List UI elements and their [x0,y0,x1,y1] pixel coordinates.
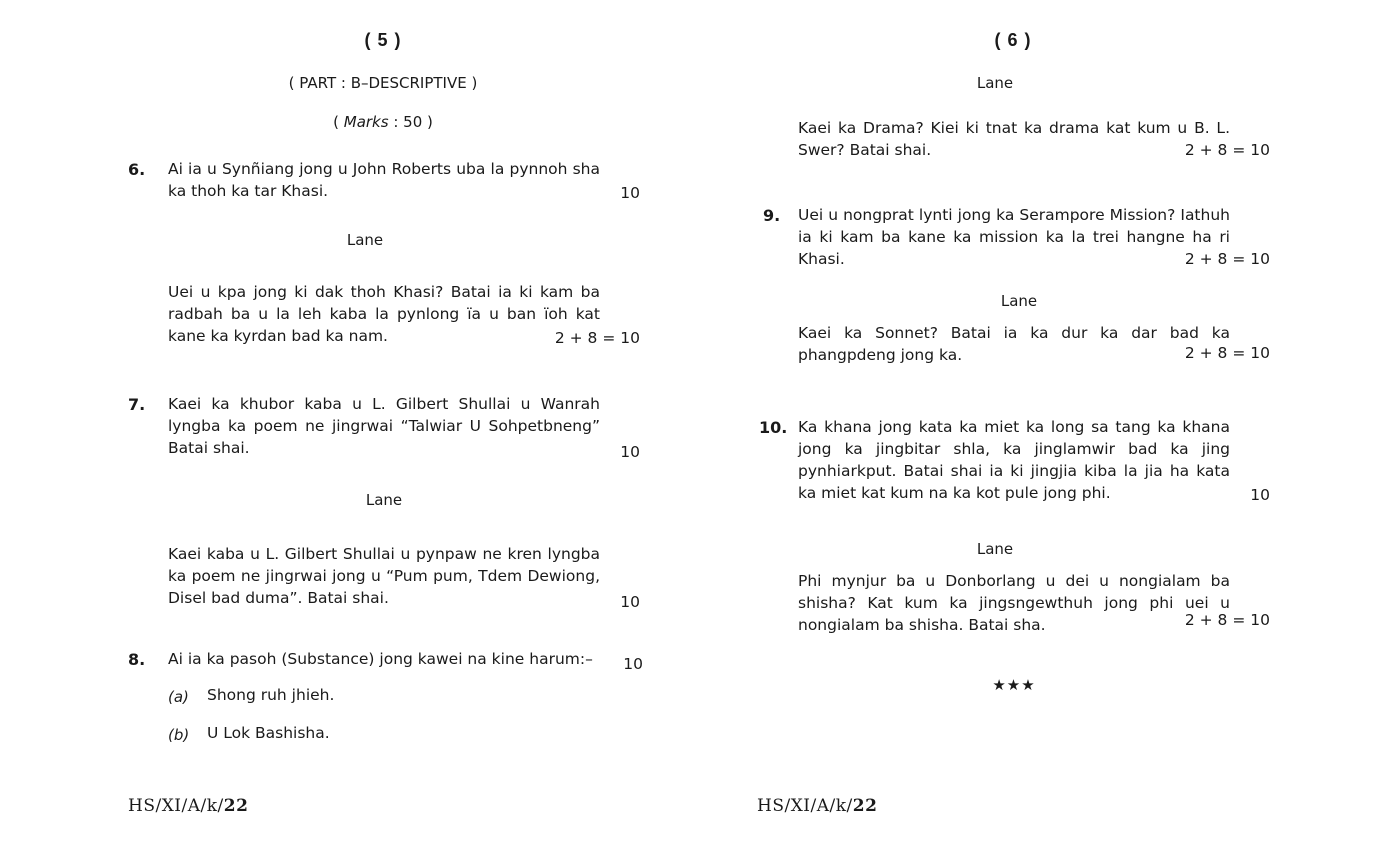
question-marks: 10 [620,184,640,202]
page-number: ( 6 ) [994,30,1032,50]
alternative-question-text: Uei u kpa jong ki dak thoh Khasi? Batai ia ki kam ba radbah ba u la leh kaba la pynlong ïa u ban ïoh kat kane ka kyrdan bad ka nam. [168,283,600,345]
alternative-question-marks: 10 [620,593,640,611]
marks-prefix: ( [333,113,344,131]
page-footer-code [757,796,877,816]
alternative-question-marks: 2 + 8 = 10 [1184,344,1270,362]
or-label: Lane [346,231,384,249]
or-label: Lane [976,74,1014,92]
question-number: 10. [759,418,788,437]
question-text: Ai ia ka pasoh (Substance) jong kawei na kine harum:– [168,650,593,668]
marks-suffix: : 50 ) [388,113,433,131]
question-marks: 10 [1250,486,1270,504]
alternative-question-text: Phi mynjur ba u Donborlang u dei u nongialam ba shisha? Kat kum ka jingsngewthuh jong phi uei u nongialam ba shisha. Batai sha. [798,572,1230,634]
question-marks: 10 [620,443,640,461]
right-page [700,0,1400,850]
question-number: 6. [128,160,146,179]
alternative-question-text: Kaei ka Drama? Kiei ki tnat ka drama kat kum u B. L. Swer? Batai shai. [798,119,1230,159]
footer-prefix: HS/XI/A/k/ [757,796,853,816]
alternative-question-marks: 2 + 8 = 10 [1184,141,1270,159]
option-label: (b) [168,726,190,744]
marks-word: Marks [343,113,389,131]
footer-year: 22 [223,796,249,816]
page-footer-code [128,796,248,816]
question-number: 9. [763,206,781,225]
footer-prefix: HS/XI/A/k/ [128,796,224,816]
question-text: Kaei ka khubor kaba u L. Gilbert Shullai u Wanrah lyngba ka poem ne jingrwai “Talwiar U Sohpetbneng” Batai shai. [168,395,600,457]
question-number: 7. [128,395,146,414]
part-heading: ( PART : B–DESCRIPTIVE ) [288,74,478,92]
page-number: ( 5 ) [364,30,402,50]
question-text: Ka khana jong kata ka miet ka long sa tang ka khana jong ka jingbitar shla, ka jinglamwir bad ka jing pynhiarkput. Batai shai ia ki jingjia kiba la jia ha kata ka miet kat kum na ka kot pule jong phi. [798,418,1230,502]
end-of-paper-stars: ★★★ [992,676,1036,694]
option-text: U Lok Bashisha. [207,724,330,742]
or-label: Lane [365,491,403,509]
or-label: Lane [976,540,1014,558]
question-number: 8. [128,650,146,669]
question-marks: 2 + 8 = 10 [1184,250,1270,268]
or-label: Lane [1000,292,1038,310]
question-marks: 10 [623,655,643,673]
question-text: Uei u nongprat lynti jong ka Serampore Mission? Iathuh ia ki kam ba kane ka mission ka la trei hangne ha ri Khasi. [798,206,1230,268]
footer-year: 22 [852,796,878,816]
alternative-question-marks: 2 + 8 = 10 [1184,611,1270,629]
alternative-question-marks: 2 + 8 = 10 [554,329,640,347]
alternative-question-text: Kaei kaba u L. Gilbert Shullai u pynpaw ne kren lyngba ka poem ne jingrwai jong u “Pum pum, Tdem Dewiong, Disel bad duma”. Batai shai. [168,545,600,607]
option-label: (a) [168,688,189,706]
option-text: Shong ruh jhieh. [207,686,335,704]
total-marks [283,113,483,131]
question-text: Ai ia u Synñiang jong u John Roberts uba la pynnoh sha ka thoh ka tar Khasi. [168,160,600,200]
alternative-question-text: Kaei ka Sonnet? Batai ia ka dur ka dar bad ka phangpdeng jong ka. [798,324,1230,364]
